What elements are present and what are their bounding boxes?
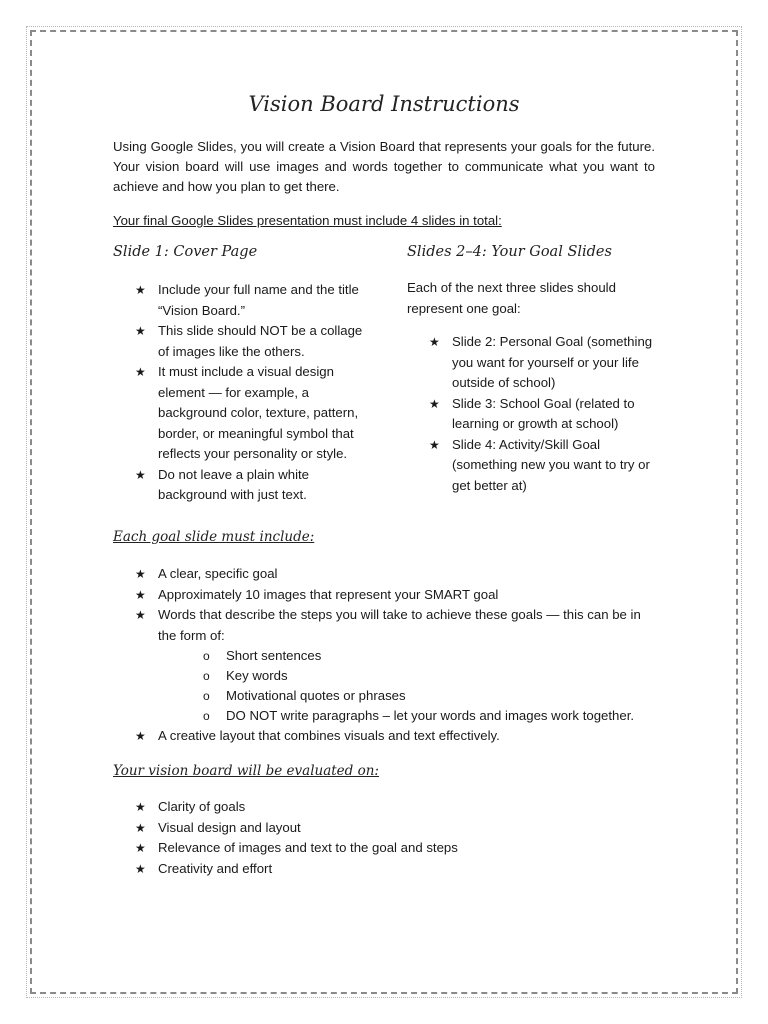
star-icon: ★ <box>135 820 146 835</box>
list-item <box>113 564 655 585</box>
list-item <box>113 726 655 747</box>
sub-list-item <box>158 686 655 706</box>
list-item-text: It must include a visual design element — for example, a background color, texture, pattern, border, or meaningful symbol that reflects your personality or style. <box>158 364 359 461</box>
list-item <box>407 435 657 497</box>
list-item <box>113 321 373 362</box>
goal-slides-intro: Each of the next three slides should represent one goal: <box>407 280 616 316</box>
star-icon: ★ <box>135 608 146 622</box>
list-item <box>113 797 655 818</box>
sub-list-item-text: Key words <box>226 668 288 683</box>
list-item-text: Slide 4: Activity/Skill Goal (something new you want to try or get better at) <box>452 436 650 493</box>
list-item <box>407 332 657 394</box>
list-item <box>113 585 655 606</box>
star-icon: ★ <box>135 365 146 379</box>
slide1-heading: Slide 1: Cover Page <box>113 244 258 260</box>
list-item-text: Words that describe the steps you will take to achieve these goals — this can be in the form of: <box>158 607 641 643</box>
circle-icon: o <box>203 669 210 683</box>
circle-icon: o <box>203 709 210 723</box>
sub-list <box>158 646 655 726</box>
list-item <box>113 362 373 465</box>
list-item <box>407 394 657 435</box>
page-title: Vision Board Instructions <box>248 92 520 116</box>
star-icon: ★ <box>135 587 146 602</box>
list-item <box>113 859 655 880</box>
list-item-text: A creative layout that combines visuals and text effectively. <box>158 728 500 743</box>
star-icon: ★ <box>135 567 146 581</box>
sub-list-item <box>158 646 655 666</box>
star-icon: ★ <box>429 335 440 349</box>
evaluation-list <box>113 797 655 879</box>
list-item-text: A clear, specific goal <box>158 566 278 581</box>
list-item <box>113 818 655 839</box>
star-icon: ★ <box>429 437 440 452</box>
star-icon: ★ <box>135 324 146 338</box>
list-item-text: Do not leave a plain white background with just text. <box>158 466 310 502</box>
list-item-text: Slide 2: Personal Goal (something you want for yourself or your life outside of school) <box>452 334 653 390</box>
star-icon: ★ <box>135 729 146 743</box>
star-icon: ★ <box>135 283 146 297</box>
star-icon: ★ <box>135 841 146 855</box>
list-item <box>113 605 655 726</box>
goal-slides-list <box>407 332 657 496</box>
star-icon: ★ <box>135 467 146 482</box>
list-item-text: Clarity of goals <box>158 799 246 814</box>
list-item-text: Relevance of images and text to the goal and steps <box>158 840 458 855</box>
list-item-text: Approximately 10 images that represent your SMART goal <box>158 586 499 602</box>
list-item-text: Include your full name and the title “Vision Board.” <box>158 282 359 318</box>
sub-list-item-text: DO NOT write paragraphs – let your words and images work together. <box>226 708 635 723</box>
star-icon: ★ <box>135 800 146 814</box>
list-item <box>113 465 373 506</box>
circle-icon: o <box>203 649 210 663</box>
goal-slide-requirements-list <box>113 564 655 747</box>
evaluation-heading: Your vision board will be evaluated on: <box>113 763 379 779</box>
list-item-text: Creativity and effort <box>158 860 273 876</box>
sub-list-item-text: Short sentences <box>226 648 322 663</box>
list-item <box>113 838 655 859</box>
slide-count-requirement: Your final Google Slides presentation must include 4 slides in total: <box>113 213 502 228</box>
list-item-text: Slide 3: School Goal (related to learning or growth at school) <box>452 395 635 431</box>
sub-list-item-text: Motivational quotes or phrases <box>226 688 406 703</box>
slide1-list <box>113 280 373 506</box>
list-item <box>113 280 373 321</box>
list-item-text: Visual design and layout <box>158 819 301 835</box>
star-icon: ★ <box>135 861 146 876</box>
goal-slide-requirements-heading: Each goal slide must include: <box>113 529 315 545</box>
goal-slides-heading: Slides 2–4: Your Goal Slides <box>407 244 612 260</box>
list-item-text: This slide should NOT be a collage of images like the others. <box>158 323 363 359</box>
star-icon: ★ <box>429 396 440 411</box>
circle-icon: o <box>203 689 210 703</box>
sub-list-item <box>158 706 655 726</box>
intro-paragraph: Using Google Slides, you will create a Vision Board that represents your goals for the future. Your vision board will use images and words together to communicate what you want to achieve and how you plan to get there. <box>113 139 655 194</box>
sub-list-item <box>158 666 655 686</box>
